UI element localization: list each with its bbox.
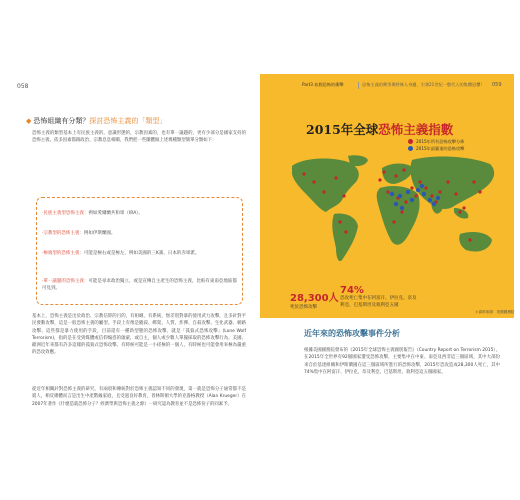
map-title-red: 恐怖主義指數 [378, 122, 454, 137]
map-legend [408, 138, 464, 152]
diamond-icon: ◆ [26, 117, 32, 125]
right-page [260, 72, 514, 440]
attack-dot [394, 202, 398, 206]
attack-dot [410, 186, 413, 189]
attack-dot [422, 192, 426, 196]
south-america-shape [332, 214, 358, 262]
stat-percentage [340, 285, 420, 309]
type-text: ：例如伊斯蘭國。 [79, 231, 116, 236]
stat-deaths [290, 289, 339, 310]
heading-highlight: 探討恐怖主義的「類型」 [89, 117, 167, 125]
type-label: ‧極端型的恐怖主義 [42, 251, 80, 256]
attack-dot [322, 190, 325, 193]
north-america-shape [292, 159, 359, 212]
stat-number: 74% [340, 285, 364, 296]
type-text: ：例如愛爾蘭共和軍（IRA）。 [83, 211, 144, 216]
page-number: 058 [17, 83, 29, 90]
heading-prefix: 恐怖組織有分類？ [33, 117, 90, 125]
attack-dot [312, 180, 315, 183]
attack-dot [392, 220, 395, 223]
world-map [284, 152, 506, 272]
attack-dot [390, 192, 394, 196]
attack-dot [404, 200, 407, 203]
map-title-black: 2015年全球 [306, 122, 379, 137]
section-heading [26, 116, 166, 126]
attack-dot [410, 198, 414, 202]
attack-dot [420, 184, 424, 188]
attack-dot [446, 180, 449, 183]
attack-dot [302, 172, 305, 175]
attack-dot [472, 180, 475, 183]
attack-dot [416, 188, 420, 192]
australia-shape [459, 232, 492, 252]
attack-dot [386, 190, 389, 193]
attack-dot [414, 194, 417, 197]
attack-dot [394, 174, 397, 177]
attack-dot [344, 230, 347, 233]
type-text: ：可能是極右或是極左，例如美國的三K黨、日本的赤軍派。 [79, 251, 200, 256]
attack-dot [418, 180, 421, 183]
attack-dot [400, 206, 404, 210]
source-note: ＊資料來源：美國國務院 [475, 310, 515, 314]
greenland-shape [348, 155, 368, 166]
type-item [42, 278, 238, 292]
attack-dot [378, 178, 381, 181]
southeast-asia-shape [454, 208, 468, 219]
body-paragraph: 從近年相關針對恐怖主義的研究，有兩項和傳統對於恐怖主義認知不同的發現，第一就是恐怖分子通常都不是窮人，相反總體而言是出生中產階級家庭，且受過良好教育，普林斯頓大學的克魯格教授（Alan Krueger）在2007年著作《什麼造就恐怖分子？經濟學與恐怖主義之源》一研究認為教育並不是恐怖份子的同素予。 [32, 387, 246, 407]
attack-dot [428, 198, 432, 202]
attack-dot [342, 194, 345, 197]
attack-dot [462, 206, 465, 209]
type-item [42, 230, 238, 237]
attack-dot [436, 196, 440, 200]
asia-shape [411, 157, 495, 209]
type-label: ‧單一議題的恐怖主義 [42, 279, 84, 284]
attack-dot [430, 194, 433, 197]
stat-desc: 恐攻死亡集中在阿富汗、伊拉克、奈及利亞、巴基斯坦及敘利亞五國 [340, 296, 417, 308]
type-text: ：可能是尋求政治獨立，或是宣傳自主產生的恐怖主義，比較有東南亞地區都可見到。 [42, 279, 237, 291]
blue-dot-icon [408, 146, 413, 151]
types-box [36, 197, 243, 305]
attack-dot [432, 202, 436, 206]
stat-desc: 死於恐怖攻擊 [290, 305, 317, 310]
attack-dot [382, 170, 385, 173]
running-header [260, 82, 514, 90]
part-label: Part3 血腥恐怖的衝擊 [302, 82, 344, 87]
attack-dot [400, 210, 403, 213]
attack-dot [478, 190, 481, 193]
attack-dot [424, 186, 427, 189]
left-page [14, 72, 261, 440]
attack-dot [458, 210, 461, 213]
intro-paragraph: 恐怖主義的類型基本上有民族主義的，意識形態的，宗教因素的，也有單一議題的，更有少部分是國家支持的恐怖主義。依多因素都跟政治、宗教息息相關，我們把一些團體做上述幾種類型簡單分類如下： [32, 131, 246, 144]
type-label: ‧民族主義型恐怖主義 [42, 211, 84, 216]
attack-dot [438, 190, 441, 193]
attack-dot [398, 194, 402, 198]
legend-item [408, 138, 464, 145]
europe-shape [382, 164, 414, 185]
type-label: ‧宗教型的恐怖主義 [42, 231, 80, 236]
header-subtitle: 恐怖主義的興爭與特殊人身邊，引發21世紀一整代人的集體恐懼！ [362, 82, 485, 87]
type-item [42, 250, 238, 257]
type-item [42, 210, 238, 217]
attack-dot [468, 238, 471, 241]
body-paragraph: 根據美國國務院發布的《2015年全球恐怖主義國別報告》（Country Report on Terrorism 2015），在2015年全世界有92個國家遭受恐怖攻擊，主要集中在中東、南亞及西非這三個區域，其中大部份來自於基達組織和伊斯蘭國在這三個區域所進行的恐怖攻擊，2015年恐攻造成28,300人死亡，其中74%集中在阿富汗、伊拉克、奈及利亞、巴基斯坦、敘利亞這五個國家。 [304, 348, 500, 376]
africa-shape [377, 186, 420, 245]
legend-label: 2015年所有恐怖攻擊分佈 [416, 138, 465, 144]
attack-dot [454, 192, 457, 195]
legend-item [408, 145, 464, 152]
body-paragraph: 基本上，恐怖主義是出於政治、宗教信仰的目的，有組織，有系統，無差別對暴的使用武力攻擊，且多針對平民發動攻擊，這是一般恐怖主義的屬型。手段上有像是縱殺、綁架、人質、炸彈、自殺攻擊、生化武器、網路攻擊。這些都是暴力使用的手段，目前還有一種新型態的恐怖攻擊，就是「孤狼式恐怖攻擊」(Lone Wolf Terrorism)，指的是在受到媒體或信仰煽惑的啟蒙，或自主，個人或少數人單獨採取的恐怖攻擊行為，美國、歐洲近年來都有許多這樣的孤狼式恐怖攻擊，有時候可能是一小搓極的一個人，有時候也可能會用來極為嚴重的恐攻效應。 [32, 314, 246, 356]
page-number: 059 [492, 82, 502, 88]
attack-dot [406, 190, 410, 194]
attack-dot [334, 176, 337, 179]
stat-number: 28,300人 [290, 293, 339, 304]
attack-dot [338, 220, 341, 223]
section-heading: 近年來的恐怖攻擊事件分析 [304, 328, 400, 338]
attack-dot [402, 168, 405, 171]
map-title [306, 120, 453, 138]
legend-label: 2015年最嚴重的恐怖攻擊 [416, 145, 465, 151]
header-divider [358, 82, 359, 89]
red-dot-icon [408, 139, 413, 144]
